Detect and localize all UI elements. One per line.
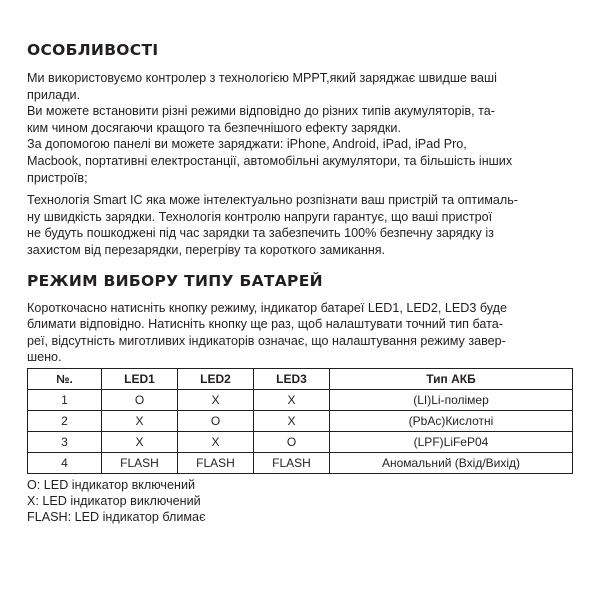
table-cell: X: [254, 389, 330, 410]
text-line: реї, відсутність миготливих індикаторів означає, що налаштування режиму завер-: [27, 333, 506, 348]
text-line: прилади.: [27, 87, 81, 102]
section-title-battery-mode: РЕЖИМ ВИБОРУ ТИПУ БАТАРЕЙ: [27, 271, 323, 290]
table-cell: X: [178, 389, 254, 410]
table-cell: Аномальний (Вхід/Вихід): [330, 452, 573, 473]
text-line: Ми використовуємо контролер з технологією MPPT,який заряджає швидше ваші: [27, 71, 497, 85]
table-header-row: [28, 368, 573, 389]
text-line: Короткочасно натисніть кнопку режиму, індикатор батареї LED1, LED2, LED3 буде: [27, 300, 508, 315]
legend-item: FLASH: LED індикатор блимає: [27, 509, 206, 524]
text-line: блимати відповідно. Натисніть кнопку ще раз, щоб налаштувати точний тип бата-: [27, 317, 503, 332]
table-cell: (LI)Li-полімер: [330, 389, 573, 410]
text-line: За допомогою панелі ви можете заряджати: iPhone, Android, iPad, iPad Pro,: [27, 137, 467, 152]
table-cell: X: [178, 431, 254, 452]
table-row: [28, 410, 573, 431]
text-line: захистом від перезарядки, перегріву та короткого замикання.: [27, 242, 386, 257]
table-cell: FLASH: [178, 452, 254, 473]
table-cell: (PbAc)Кислотні: [330, 410, 573, 431]
table-cell: O: [254, 431, 330, 452]
text-line: не будуть пошкоджені під час зарядки та забезпечить 100% безпечну зарядку із: [27, 226, 494, 241]
document-page: [27, 40, 575, 525]
column-header: Тип АКБ: [330, 368, 573, 389]
led-legend: [27, 477, 575, 525]
features-text: [27, 70, 575, 259]
table-cell: (LPF)LiFeP04: [330, 431, 573, 452]
table-cell: O: [102, 389, 178, 410]
table-cell: FLASH: [254, 452, 330, 473]
text-line: шено.: [27, 350, 62, 365]
battery-mode-text: [27, 300, 575, 366]
text-line: Ви можете встановити різні режими відповідно до різних типів акумуляторів, та-: [27, 104, 495, 119]
table-row: [28, 431, 573, 452]
table-row: [28, 389, 573, 410]
table-cell: X: [102, 431, 178, 452]
column-header: LED2: [178, 368, 254, 389]
battery-type-table: [27, 368, 573, 474]
table-cell: 3: [28, 431, 102, 452]
text-line: пристроїв;: [27, 170, 88, 185]
table-cell: 1: [28, 389, 102, 410]
table-cell: 2: [28, 410, 102, 431]
text-line: ну швидкість зарядки. Технологія контролю напруги гарантує, що ваші пристрої: [27, 209, 493, 224]
table-cell: 4: [28, 452, 102, 473]
table-row: [28, 452, 573, 473]
text-line: Macbook, портативні електростанції, автомобільні акумулятори, та більшість інших: [27, 153, 513, 168]
text-line: Технологія Smart IC яка може інтелектуально розпізнати ваш пристрій та оптималь-: [27, 193, 518, 208]
table-cell: FLASH: [102, 452, 178, 473]
table-cell: X: [254, 410, 330, 431]
table-cell: O: [178, 410, 254, 431]
legend-item: X: LED індикатор виключений: [27, 493, 201, 508]
column-header: LED3: [254, 368, 330, 389]
column-header: №.: [28, 368, 102, 389]
section-title-features: ОСОБЛИВОСТІ: [27, 41, 159, 59]
legend-item: O: LED індикатор включений: [27, 477, 196, 492]
text-line: ким чином досягаючи кращого та безпечнішого ефекту зарядки.: [27, 120, 401, 135]
table-cell: X: [102, 410, 178, 431]
column-header: LED1: [102, 368, 178, 389]
